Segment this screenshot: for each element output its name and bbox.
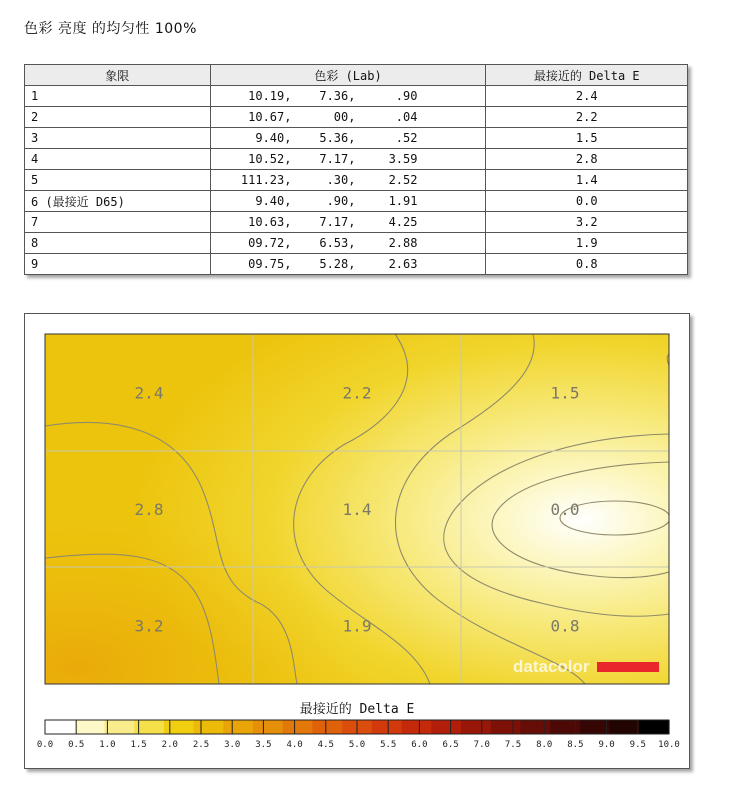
- colorbar-tick-label: 5.5: [380, 740, 397, 750]
- colorbar-tick-label: 4.5: [317, 740, 334, 750]
- lab-cell: [210, 212, 486, 233]
- colorbar-segment: [104, 720, 134, 734]
- colorbar-segment: [372, 720, 402, 734]
- lab-table: [24, 64, 688, 275]
- lab-a: .30,: [326, 173, 356, 187]
- table-row: [25, 149, 688, 170]
- cell-value-label: 1.9: [342, 616, 372, 636]
- cell-value-label: 3.2: [134, 616, 164, 636]
- lab-cell: [210, 170, 486, 191]
- lab-b: 3.59: [388, 152, 418, 166]
- lab-a: 5.28,: [319, 257, 356, 271]
- colorbar-segment: [45, 720, 75, 734]
- quadrant-cell: 1: [25, 86, 211, 107]
- colorbar-tick-label: 8.0: [536, 740, 553, 750]
- colorbar-tick-label: 3.5: [255, 740, 272, 750]
- table-row: [25, 254, 688, 275]
- colorbar-tick-label: 1.5: [130, 740, 147, 750]
- lab-l: 10.19,: [248, 89, 292, 103]
- colorbar-segment: [610, 720, 640, 734]
- colorbar-segment: [639, 720, 669, 734]
- colorbar-segment: [164, 720, 194, 734]
- lab-a: 00,: [333, 110, 356, 124]
- quadrant-cell: 9: [25, 254, 211, 275]
- lab-cell: [210, 149, 486, 170]
- lab-l: 10.67,: [248, 110, 292, 124]
- colorbar-tick-label: 4.0: [286, 740, 303, 750]
- colorbar-tick-label: 3.0: [224, 740, 241, 750]
- colorbar-segment: [283, 720, 313, 734]
- lab-b: 1.91: [388, 194, 418, 208]
- quadrant-cell: 3: [25, 128, 211, 149]
- lab-a: .90,: [326, 194, 356, 208]
- quadrant-cell: 2: [25, 107, 211, 128]
- colorbar-tick-label: 9.5: [629, 740, 646, 750]
- quadrant-cell: 5: [25, 170, 211, 191]
- lab-cell: [210, 191, 486, 212]
- lab-a: 5.36,: [319, 131, 356, 145]
- colorbar-segment: [253, 720, 283, 734]
- lab-a: 7.36,: [319, 89, 356, 103]
- colorbar-tick-label: 6.0: [411, 740, 428, 750]
- colorbar-segment: [491, 720, 521, 734]
- colorbar-segment: [431, 720, 461, 734]
- quadrant-cell: 6 (最接近 D65): [25, 191, 211, 212]
- cell-value-label: 2.2: [342, 383, 372, 403]
- lab-b: 2.52: [388, 173, 418, 187]
- colorbar-tick-label: 7.5: [504, 740, 522, 750]
- datacolor-brand-bar: [597, 662, 659, 672]
- lab-b: 4.25: [388, 215, 418, 229]
- colorbar-segment: [580, 720, 610, 734]
- lab-cell: [210, 86, 486, 107]
- page-title: 色彩 亮度 的均匀性 100%: [24, 21, 197, 37]
- lab-cell: [210, 254, 486, 275]
- lab-l: 09.75,: [248, 257, 292, 271]
- lab-l: 9.40,: [255, 194, 292, 208]
- quadrant-cell: 4: [25, 149, 211, 170]
- colorbar-segment: [312, 720, 342, 734]
- lab-a: 7.17,: [319, 215, 356, 229]
- quadrant-cell: 8: [25, 233, 211, 254]
- table-row: [25, 107, 688, 128]
- colorbar: [37, 720, 680, 750]
- cell-value-label: 0.8: [550, 616, 580, 636]
- lab-a: 6.53,: [319, 236, 356, 250]
- lab-b: .52: [395, 131, 418, 145]
- table-row: [25, 212, 688, 233]
- colorbar-tick-label: 2.0: [161, 740, 178, 750]
- colorbar-segment: [461, 720, 491, 734]
- table-row: [25, 233, 688, 254]
- delta-e-cell: 3.2: [486, 212, 688, 233]
- lab-l: 9.40,: [255, 131, 292, 145]
- lab-cell: [210, 128, 486, 149]
- delta-e-cell: 1.4: [486, 170, 688, 191]
- colorbar-tick-label: 6.5: [442, 740, 459, 750]
- colorbar-segment: [194, 720, 224, 734]
- table-row: [25, 86, 688, 107]
- colorbar-tick-label: 10.0: [658, 740, 680, 750]
- delta-e-cell: 2.4: [486, 86, 688, 107]
- colorbar-segment: [550, 720, 580, 734]
- header-delta-e: 最接近的 Delta E: [486, 65, 688, 86]
- delta-e-cell: 2.8: [486, 149, 688, 170]
- colorbar-tick-label: 0.0: [36, 740, 54, 750]
- colorbar-tick-label: 7.0: [473, 740, 490, 750]
- colorbar-segment: [520, 720, 550, 734]
- lab-b: .04: [395, 110, 418, 124]
- lab-a: 7.17,: [319, 152, 356, 166]
- lab-l: 111.23,: [240, 173, 292, 187]
- delta-e-cell: 0.0: [486, 191, 688, 212]
- delta-e-cell: 0.8: [486, 254, 688, 275]
- lab-cell: [210, 107, 486, 128]
- cell-value-label: 2.4: [134, 383, 164, 403]
- colorbar-tick-label: 5.0: [348, 740, 366, 750]
- colorbar-tick-label: 9.0: [598, 740, 615, 750]
- lab-l: 09.72,: [248, 236, 292, 250]
- table-row: [25, 128, 688, 149]
- lab-b: .90: [395, 89, 418, 103]
- colorbar-segment: [402, 720, 432, 734]
- colorbar-segment: [75, 720, 105, 734]
- delta-e-cell: 1.5: [486, 128, 688, 149]
- lab-cell: [210, 233, 486, 254]
- cell-value-label: 1.5: [550, 383, 580, 403]
- table-row: [25, 191, 688, 212]
- colorbar-tick-label: 2.5: [192, 740, 210, 750]
- cell-value-label: 1.4: [342, 500, 372, 519]
- header-lab: 色彩 (Lab): [210, 65, 486, 86]
- delta-e-cell: 1.9: [486, 233, 688, 254]
- uniformity-heatmap: [25, 314, 689, 768]
- colorbar-segment: [223, 720, 253, 734]
- colorbar-label: 最接近的 Delta E: [299, 702, 415, 717]
- table-header-row: [25, 65, 688, 86]
- colorbar-tick-label: 1.0: [99, 740, 116, 750]
- lab-b: 2.88: [388, 236, 418, 250]
- cell-value-label: 0.0: [550, 500, 580, 519]
- uniformity-chart-frame: [24, 313, 690, 769]
- cell-value-label: 2.8: [134, 500, 164, 519]
- lab-b: 2.63: [388, 257, 418, 271]
- lab-l: 10.63,: [248, 215, 292, 229]
- datacolor-watermark: datacolor: [513, 657, 590, 676]
- colorbar-tick-label: 0.5: [68, 740, 85, 750]
- lab-l: 10.52,: [248, 152, 292, 166]
- quadrant-cell: 7: [25, 212, 211, 233]
- delta-e-cell: 2.2: [486, 107, 688, 128]
- table-row: [25, 170, 688, 191]
- colorbar-tick-label: 8.5: [567, 740, 584, 750]
- header-quadrant: 象限: [25, 65, 211, 86]
- lab-table-container: [24, 64, 688, 275]
